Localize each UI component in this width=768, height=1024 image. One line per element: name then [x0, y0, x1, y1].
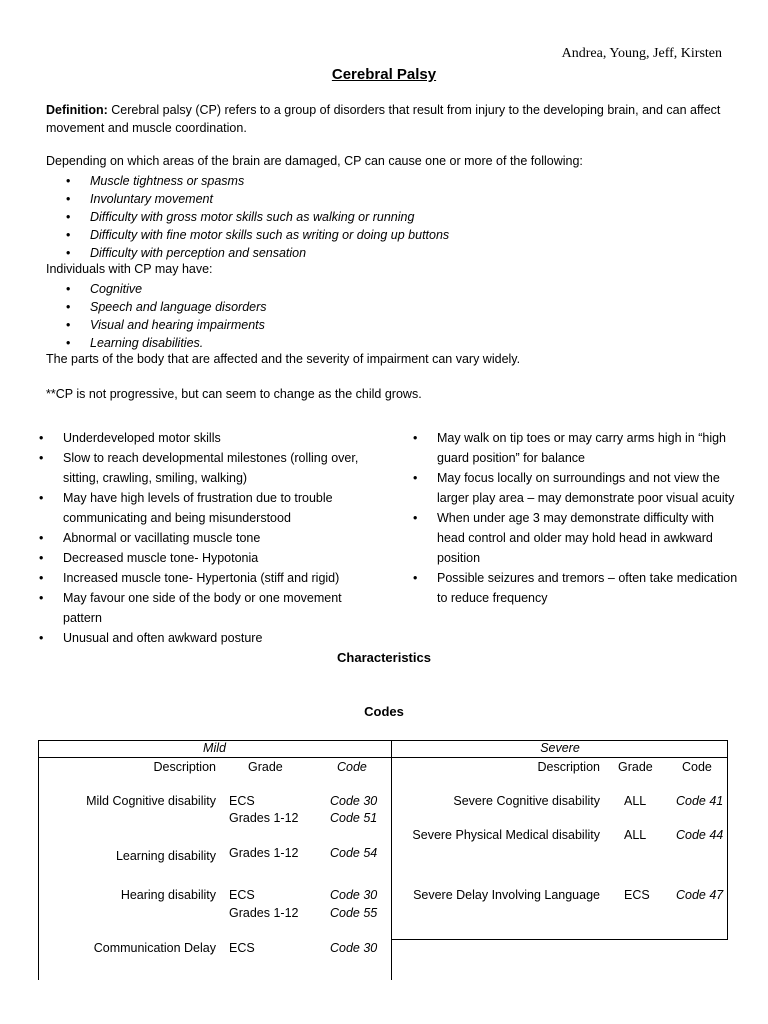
list-item: • Increased muscle tone- Hypertonia (stiff and rigid)	[38, 568, 368, 588]
severe-row-grade: ALL	[624, 828, 647, 842]
list-item: • Difficulty with gross motor skills such as walking or running	[46, 208, 449, 226]
conditions-intro: Individuals with CP may have:	[46, 262, 213, 276]
list-item: • When under age 3 may demonstrate difficulty with head control and older may hold head in awkward position	[412, 508, 742, 568]
mild-row-grade: ECS	[229, 794, 255, 808]
severe-row-description: Severe Cognitive disability	[453, 794, 600, 808]
column-divider	[391, 740, 392, 980]
list-item: • Visual and hearing impairments	[46, 316, 267, 334]
severe-row-description: Severe Physical Medical disability	[412, 828, 600, 842]
mild-row-grade: Grades 1-12	[229, 846, 299, 860]
progression-note: **CP is not progressive, but can seem to change as the child grows.	[46, 387, 422, 401]
severe-row-code: Code 41	[676, 794, 724, 808]
mild-row-code: Code 51	[330, 811, 378, 825]
table-border-left	[38, 740, 39, 980]
severe-row-code: Code 44	[676, 828, 724, 842]
severe-row-grade: ECS	[624, 888, 650, 902]
severe-header: Severe	[540, 741, 580, 755]
list-item: • Slow to reach developmental milestones (rolling over, sitting, crawling, smiling, walking)	[38, 448, 368, 488]
mild-description-header: Description	[153, 760, 216, 774]
list-item: • Unusual and often awkward posture	[38, 628, 368, 648]
mild-row-code: Code 30	[330, 941, 378, 955]
characteristics-right-list	[412, 428, 742, 608]
list-item: • May favour one side of the body or one movement pattern	[38, 588, 368, 628]
mild-row-description: Mild Cognitive disability	[86, 794, 216, 808]
characteristics-left-list	[38, 428, 368, 648]
conditions-list	[46, 280, 267, 352]
mild-row-code: Code 55	[330, 906, 378, 920]
effects-list	[46, 172, 449, 262]
mild-row-code: Code 54	[330, 846, 378, 860]
mild-grade-header: Grade	[248, 760, 283, 774]
mild-row-description: Communication Delay	[93, 941, 216, 955]
severe-row-description: Severe Delay Involving Language	[413, 888, 600, 902]
list-item: • Decreased muscle tone- Hypotonia	[38, 548, 368, 568]
severe-description-header: Description	[537, 760, 600, 774]
mild-row-grade: ECS	[229, 888, 255, 902]
mild-row-grade: Grades 1-12	[229, 811, 299, 825]
severe-code-header: Code	[682, 760, 712, 774]
list-item: • May have high levels of frustration due to trouble communicating and being misunderstood	[38, 488, 368, 528]
mild-row-description: Hearing disability	[120, 888, 216, 902]
list-item: • Speech and language disorders	[46, 298, 267, 316]
list-item: • Difficulty with perception and sensation	[46, 244, 449, 262]
list-item: • Learning disabilities.	[46, 334, 267, 352]
definition-paragraph	[46, 101, 726, 137]
severe-row-code: Code 47	[676, 888, 724, 902]
list-item: • Difficulty with fine motor skills such as writing or doing up buttons	[46, 226, 449, 244]
severe-row-grade: ALL	[624, 794, 647, 808]
severe-bottom-border	[391, 939, 728, 940]
mild-row-grade: Grades 1-12	[229, 906, 299, 920]
mild-code-header: Code	[337, 760, 367, 774]
authors-line: Andrea, Young, Jeff, Kirsten	[561, 46, 722, 61]
list-item: • Abnormal or vacillating muscle tone	[38, 528, 368, 548]
table-border-right	[727, 740, 728, 940]
list-item: • Possible seizures and tremors – often take medication to reduce frequency	[412, 568, 742, 608]
parts-paragraph: The parts of the body that are affected and the severity of impairment can vary widely.	[46, 352, 521, 366]
mild-row-grade: ECS	[229, 941, 255, 955]
mild-row-description: Learning disability	[115, 849, 216, 863]
list-item: • Involuntary movement	[46, 190, 449, 208]
characteristics-heading: Characteristics	[337, 650, 431, 665]
mild-row-code: Code 30	[330, 888, 378, 902]
list-item: • May walk on tip toes or may carry arms high in “high guard position” for balance	[412, 428, 742, 468]
codes-heading: Codes	[364, 704, 404, 719]
definition-text: Cerebral palsy (CP) refers to a group of disorders that result from injury to the developing brain, and can affect movement and muscle coordination.	[46, 103, 721, 135]
list-item: • Cognitive	[46, 280, 267, 298]
codes-table	[38, 740, 728, 980]
header-divider	[38, 757, 728, 758]
document-title: Cerebral Palsy	[331, 66, 437, 83]
list-item: • May focus locally on surroundings and not view the larger play area – may demonstrate poor visual acuity	[412, 468, 742, 508]
mild-row-code: Code 30	[330, 794, 378, 808]
effects-intro: Depending on which areas of the brain are damaged, CP can cause one or more of the following:	[46, 154, 583, 168]
severe-grade-header: Grade	[618, 760, 653, 774]
list-item: • Underdeveloped motor skills	[38, 428, 368, 448]
list-item: • Muscle tightness or spasms	[46, 172, 449, 190]
mild-header: Mild	[203, 741, 226, 755]
definition-label: Definition:	[46, 103, 108, 117]
